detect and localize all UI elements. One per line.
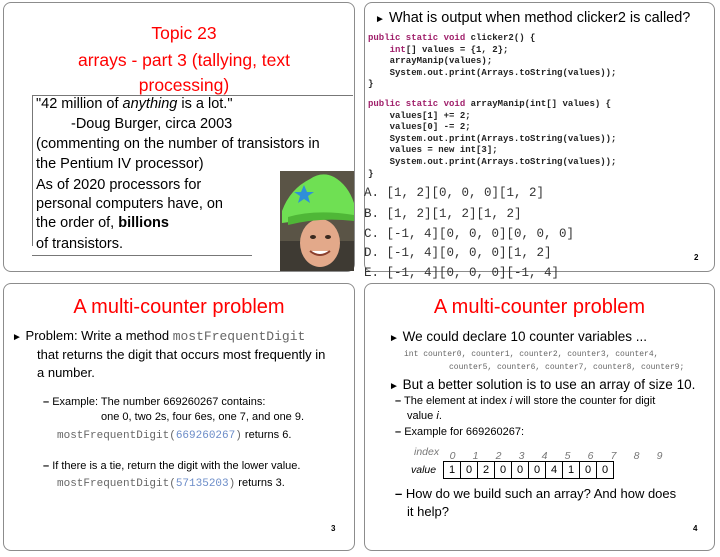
example-line-2: one 0, two 2s, four 6es, one 7, and one 9.: [101, 411, 305, 423]
answer-b[interactable]: B. [1, 2][1, 2][1, 2]: [364, 207, 522, 221]
slide-title: A multi-counter problem: [73, 296, 285, 318]
sub-bullet-2: – Example for 669260267:: [395, 426, 525, 438]
tie-rule: – If there is a tie, return the digit with the lower value.: [43, 460, 301, 472]
quote-author: -Doug Burger, circa 2003: [71, 116, 233, 132]
bullet-triangle-icon: ►: [389, 333, 399, 344]
slide-title: A multi-counter problem: [433, 296, 646, 318]
array-cell: 2: [478, 462, 495, 479]
counter-declaration-2: counter5, counter6, counter7, counter8, counter9;: [449, 363, 685, 372]
question-text: What is output when method clicker2 is called?: [388, 10, 691, 26]
bullet-2: ► But a better solution is to use an array of size 10.: [389, 377, 696, 392]
code-line: System.out.print(Arrays.toString(values));: [389, 133, 617, 144]
problem-line-2: that returns the digit that occurs most frequently in: [37, 347, 326, 362]
array-cell: 0: [580, 462, 597, 479]
array-cell: 0: [461, 462, 478, 479]
index-cell: 0: [449, 450, 456, 462]
body-line-1: As of 2020 processors for: [36, 177, 202, 193]
green-hat-person-image: [280, 171, 354, 271]
body-line-3: the order of, billions: [36, 215, 169, 231]
index-cell: 1: [472, 450, 479, 462]
body-line-2: personal computers have, on: [36, 196, 223, 212]
index-cell: 5: [564, 450, 571, 462]
index-cell: 2: [495, 450, 502, 462]
code-line: System.out.print(Arrays.toString(values));: [389, 156, 617, 167]
index-cell: 4: [541, 450, 548, 462]
code-block: [368, 33, 616, 180]
quote-context-1: (commenting on the number of transistors in: [36, 136, 320, 152]
slide-1: [3, 2, 355, 272]
array-cell: 1: [563, 462, 580, 479]
body-line-4: of transistors.: [36, 236, 124, 252]
page-number: 3: [331, 524, 336, 533]
code-line: }: [368, 79, 374, 90]
index-cell: 3: [518, 450, 525, 462]
answer-c[interactable]: C. [-1, 4][0, 0, 0][0, 0, 0]: [364, 227, 575, 241]
code-line: values[0] -= 2;: [389, 122, 471, 133]
slide-4: [364, 283, 715, 551]
slide-title-line1: Topic 23: [151, 23, 217, 43]
sub-bullet-3: – How do we build such an array? And how does: [395, 486, 677, 501]
array-cell: 0: [529, 462, 546, 479]
page-number: 4: [693, 524, 698, 533]
code-line: int[] values = {1, 2};: [368, 44, 509, 55]
slide-title-line2: arrays - part 3 (tallying, text: [77, 50, 291, 70]
quote-context-2: the Pentium IV processor): [36, 156, 204, 172]
code-line: System.out.print(Arrays.toString(values));: [389, 67, 617, 78]
index-label: index: [414, 446, 440, 458]
code-line: public static void clicker2() {: [368, 33, 536, 43]
slide-3: [3, 283, 355, 551]
code-line: values = new int[3];: [389, 145, 498, 156]
quote-text: "42 million of anything is a lot.": [36, 96, 233, 112]
answer-a[interactable]: A. [1, 2][0, 0, 0][1, 2]: [364, 186, 545, 200]
person-photo: [280, 171, 354, 271]
array-cell: 0: [495, 462, 512, 479]
array-cell: 0: [512, 462, 529, 479]
example-call-2: mostFrequentDigit(57135203) returns 3.: [57, 477, 285, 490]
slide-title-line3: processing): [138, 75, 230, 95]
value-label: value: [411, 464, 437, 476]
array-cell: 0: [597, 462, 614, 479]
bullet-triangle-icon: ►: [375, 14, 385, 25]
bullet-triangle-icon: ►: [12, 332, 22, 343]
index-cell: 9: [656, 450, 663, 462]
index-cell: 6: [587, 450, 594, 462]
problem-line-1: ► Problem: Write a method mostFrequentDigit: [12, 328, 306, 344]
sub-bullet-3-cont: it help?: [407, 504, 449, 519]
counts-array: [443, 461, 614, 479]
problem-line-3: a number.: [37, 365, 95, 380]
array-cell: 1: [444, 462, 461, 479]
answer-e[interactable]: E. [-1, 4][0, 0, 0][-1, 4]: [364, 266, 560, 280]
code-line: values[1] += 2;: [389, 110, 471, 121]
bullet-triangle-icon: ►: [389, 381, 399, 392]
example-line-1: – Example: The number 669260267 contains:: [43, 396, 266, 408]
array-cell: 4: [546, 462, 563, 479]
bullet-1: ► We could declare 10 counter variables ...: [389, 329, 648, 344]
code-line: }: [368, 168, 374, 179]
code-line: [368, 91, 616, 99]
example-call-1: mostFrequentDigit(669260267) returns 6.: [57, 429, 292, 442]
question-line: [375, 10, 690, 26]
answer-d[interactable]: D. [-1, 4][0, 0, 0][1, 2]: [364, 246, 552, 260]
counter-declaration-1: int counter0, counter1, counter2, counter3, counter4,: [404, 350, 659, 359]
index-cell: 8: [633, 450, 640, 462]
sub-bullet-1-cont: value i.: [407, 410, 442, 422]
code-line: public static void arrayManip(int[] values) {: [368, 98, 612, 109]
slide-2: [364, 2, 715, 280]
page-number: 2: [694, 253, 699, 262]
sub-bullet-1: – The element at index i will store the counter for digit: [395, 395, 656, 407]
code-line: arrayManip(values);: [389, 56, 493, 67]
index-cell: 7: [610, 450, 617, 462]
quote-box-bottom: [32, 255, 252, 256]
